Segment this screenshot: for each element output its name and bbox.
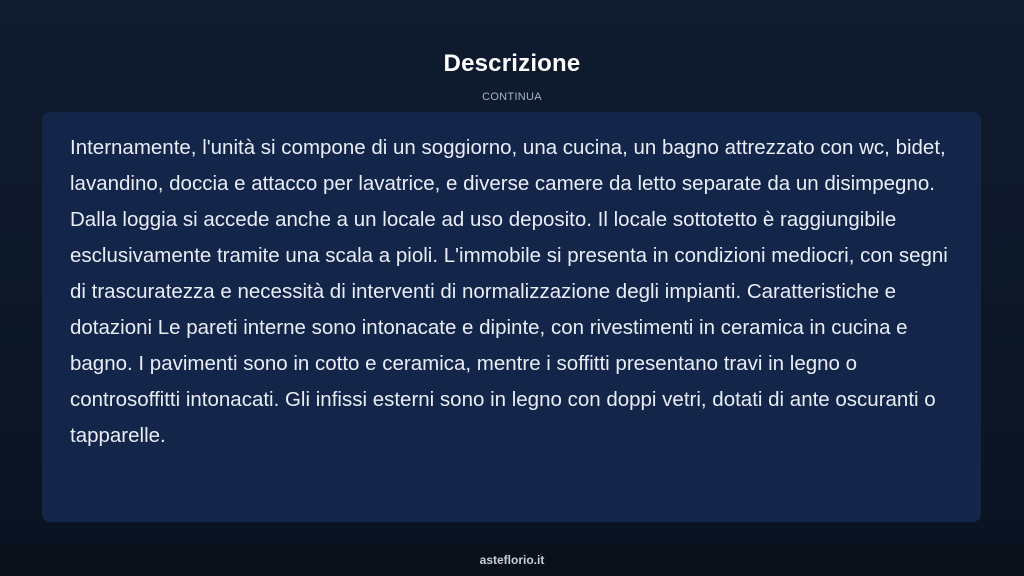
footer-domain: asteflorio.it [479,553,545,567]
description-text: Internamente, l'unità si compone di un soggiorno, una cucina, un bagno attrezzato con wc, bidet, lavandino, doccia e attacco per lavatrice, e diverse camere da letto separate da un disimpegno. Dalla loggia si accede anche a un locale ad uso deposito. Il locale sottotetto è raggiungibile esclusivamente tramite una scala a pioli. L'immobile si presenta in condizioni mediocri, con segni di trascuratezza e necessità di interventi di normalizzazione degli impianti. Caratteristiche e dotazioni Le pareti interne sono intonacate e dipinte, con rivestimenti in ceramica in cucina e bagno. I pavimenti sono in cotto e ceramica, mentre i soffitti presentano travi in legno o controsoffitti intonacati. Gli infissi esterni sono in legno con doppi vetri, dotati di ante oscuranti o tapparelle. [70,136,948,447]
section-subtitle: CONTINUA [482,91,542,103]
footer-bar [0,544,1024,576]
page-title: Descrizione [443,50,581,77]
description-card [42,112,981,522]
